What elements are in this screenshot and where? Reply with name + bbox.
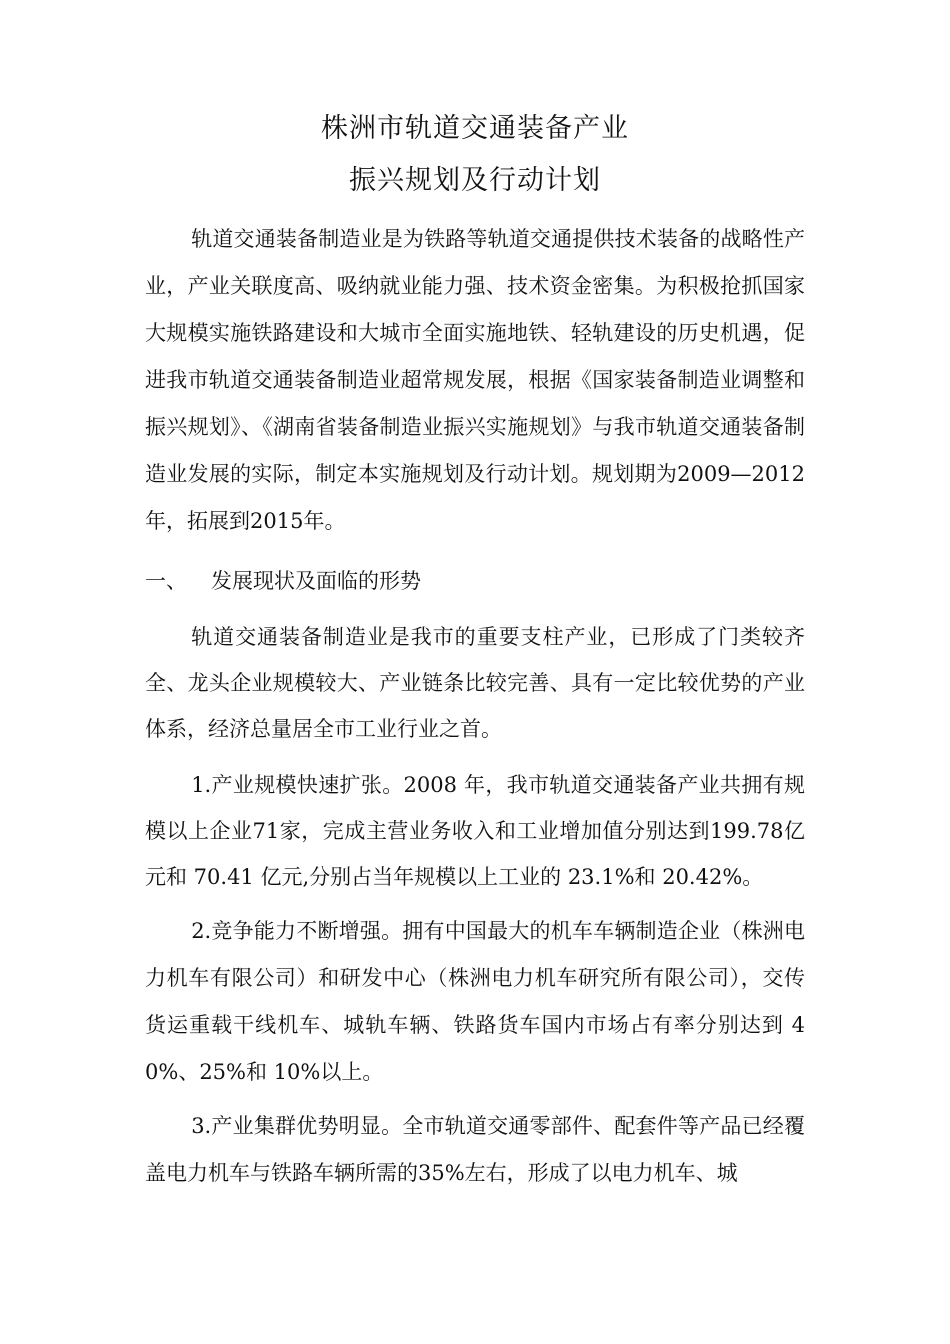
document-title-line-2: 振兴规划及行动计划 xyxy=(349,165,601,196)
intro-paragraph: 轨道交通装备制造业是为铁路等轨道交通提供技术装备的战略性产业，产业关联度高、吸纳就业能力强、技术资金密集。为积极抢抓国家大规模实施铁路建设和大城市全面实施地铁、轻轨建设的历史机遇，促进我市轨道交通装备制造业超常规发展，根据《国家装备制造业调整和振兴规划》、《湖南省装备制造业振兴实施规划》与我市轨道交通装备制造业发展的实际，制定本实施规划及行动计划。规划期为2009—2012年，拓展到2015年。 xyxy=(145,227,805,533)
section-1-heading-text: 发展现状及面临的形势 xyxy=(211,569,421,593)
section-1-summary-paragraph: 轨道交通装备制造业是我市的重要支柱产业，已形成了门类较齐全、龙头企业规模较大、产业链条比较完善、具有一定比较优势的产业体系，经济总量居全市工业行业之首。 xyxy=(145,625,805,741)
point-3-paragraph: 3.产业集群优势明显。全市轨道交通零部件、配套件等产品已经覆盖电力机车与铁路车辆所需的35%左右，形成了以电力机车、城 xyxy=(145,1114,805,1185)
section-1-number: 一、 xyxy=(145,569,187,593)
point-2-paragraph: 2.竞争能力不断增强。拥有中国最大的机车车辆制造企业（株洲电力机车有限公司）和研发中心（株洲电力机车研究所有限公司），交传货运重载干线机车、城轨车辆、铁路货车国内市场占有率分别达到 40%、25%和 10%以上。 xyxy=(145,919,805,1084)
document-title-line-1: 株洲市轨道交通装备产业 xyxy=(321,113,629,144)
section-1-heading xyxy=(145,561,421,601)
point-1-paragraph: 1.产业规模快速扩张。2008 年，我市轨道交通装备产业共拥有规模以上企业71家，完成主营业务收入和工业增加值分别达到199.78亿元和 70.41 亿元,分别占当年规模以上工业的 23.1%和 20.42%。 xyxy=(145,773,805,889)
